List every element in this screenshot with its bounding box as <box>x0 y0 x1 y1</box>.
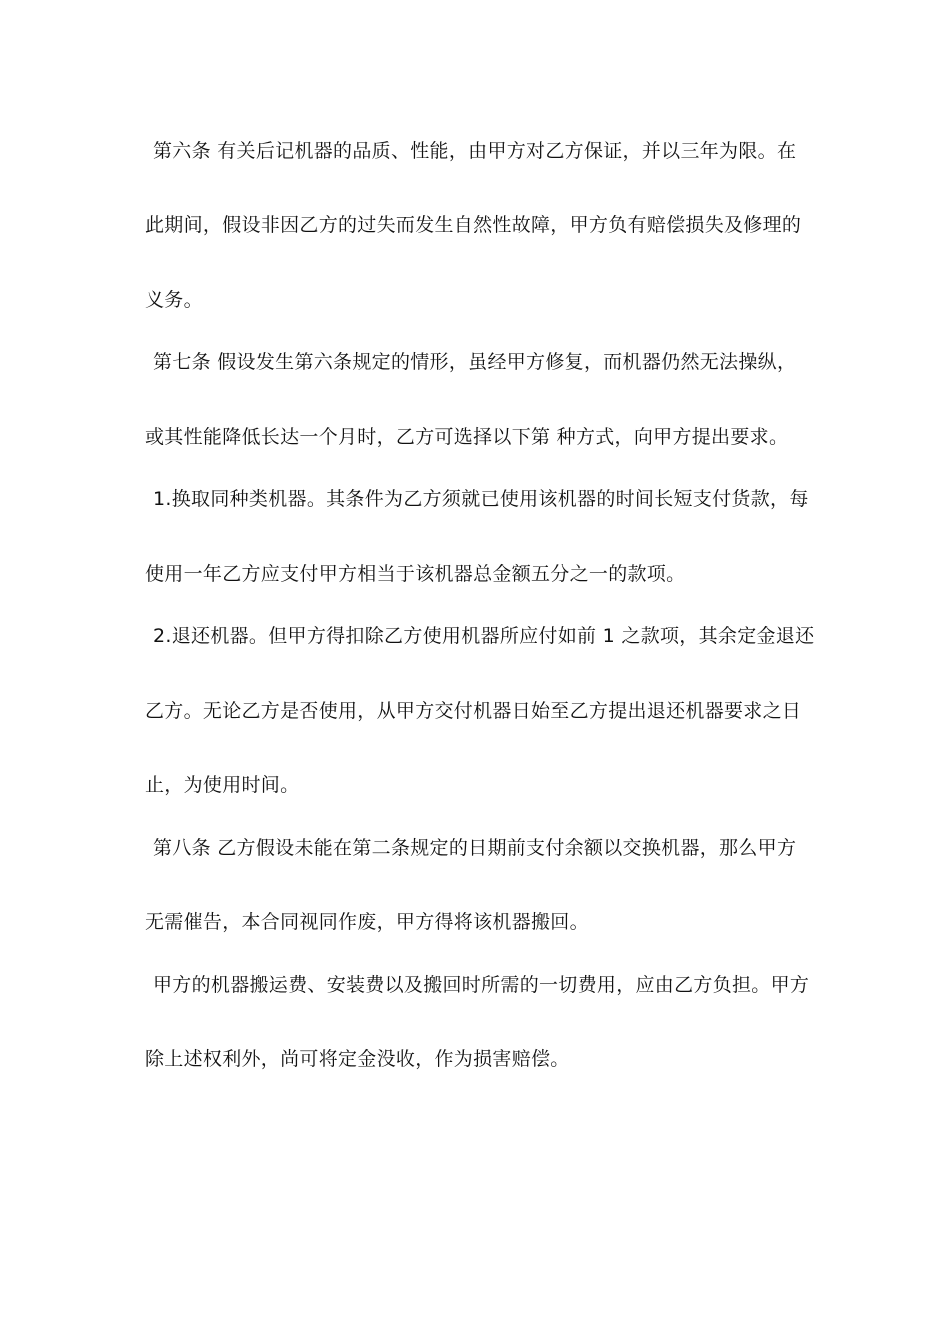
text-line: 第七条 假设发生第六条规定的情形，虽经甲方修复，而机器仍然无法操纵， <box>153 351 797 373</box>
text-line: 此期间，假设非因乙方的过失而发生自然性故障，甲方负有赔偿损失及修理的 <box>145 214 802 236</box>
text-line: 无需催告，本合同视同作废，甲方得将该机器搬回。 <box>145 911 589 933</box>
text-line: 使用一年乙方应支付甲方相当于该机器总金额五分之一的款项。 <box>145 563 686 585</box>
text-line: 1.换取同种类机器。其条件为乙方须就已使用该机器的时间长短支付货款，每 <box>153 488 809 510</box>
text-line: 第八条 乙方假设未能在第二条规定的日期前支付余额以交换机器，那么甲方 <box>153 837 797 859</box>
text-line: 除上述权利外，尚可将定金没收，作为损害赔偿。 <box>145 1048 570 1070</box>
text-line: 止，为使用时间。 <box>145 774 300 796</box>
text-line: 义务。 <box>145 289 203 311</box>
text-line: 乙方。无论乙方是否使用，从甲方交付机器日始至乙方提出退还机器要求之日 <box>145 700 802 722</box>
text-line: 甲方的机器搬运费、安装费以及搬回时所需的一切费用，应由乙方负担。甲方 <box>153 974 810 996</box>
text-line: 2.退还机器。但甲方得扣除乙方使用机器所应付如前 1 之款项，其余定金退还 <box>153 625 815 647</box>
text-line: 第六条 有关后记机器的品质、性能，由甲方对乙方保证，并以三年为限。在 <box>153 140 797 162</box>
text-line: 或其性能降低长达一个月时，乙方可选择以下第 种方式，向甲方提出要求。 <box>145 426 789 448</box>
